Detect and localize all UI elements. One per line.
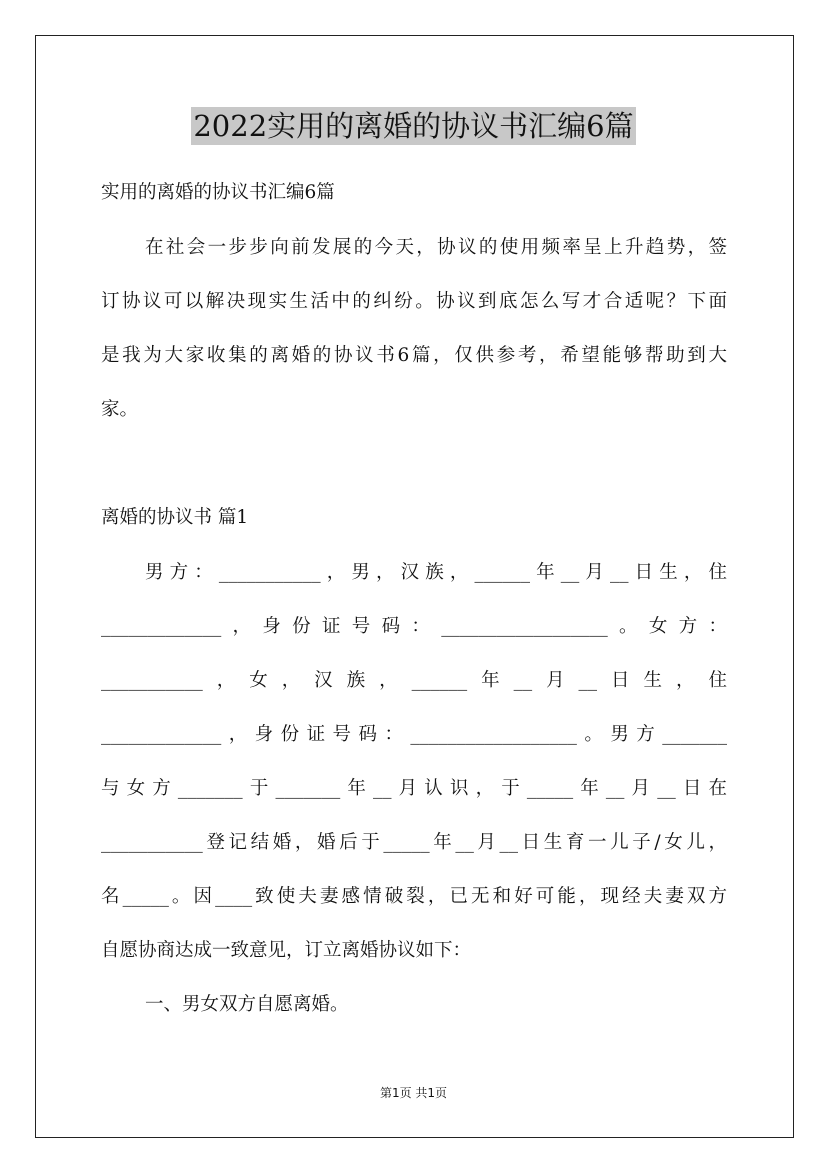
document-title [0, 104, 827, 145]
body-line: ___________登记结婚，婚后于_____年__月__日生育一儿子/女儿， [101, 832, 727, 853]
body-line: 名_____。因____致使夫妻感情破裂，已无和好可能，现经夫妻双方 [101, 886, 727, 907]
body-line: ___________，女，汉族，______年__月__日生，住 [101, 670, 727, 691]
intro-line: 订协议可以解决现实生活中的纠纷。协议到底怎么写才合适呢？下面 [101, 291, 727, 312]
body-line: 男方：___________，男，汉族，______年__月__日生，住 [145, 562, 727, 583]
body-line: 与女方_______于_______年__月认识，于_____年__月__日在 [101, 778, 727, 799]
intro-line: 在社会一步步向前发展的今天，协议的使用频率呈上升趋势，签 [145, 237, 727, 258]
subtitle: 实用的离婚的协议书汇编6篇 [101, 182, 335, 203]
title-text: 2022实用的离婚的协议书汇编6篇 [193, 109, 634, 143]
body-line: _____________，身份证号码：__________________。女方： [101, 616, 727, 637]
body-line: _____________，身份证号码：__________________。男方_______ [101, 724, 727, 745]
body-line: 自愿协商达成一致意见，订立离婚协议如下： [101, 940, 472, 961]
section-heading: 离婚的协议书 篇1 [101, 507, 249, 528]
intro-line: 家。 [101, 399, 139, 420]
page-footer: 第1页 共1页 [379, 1086, 448, 1100]
clause-1: 一、男女双方自愿离婚。 [145, 994, 349, 1015]
intro-line: 是我为大家收集的离婚的协议书6篇，仅供参考，希望能够帮助到大 [101, 345, 727, 366]
